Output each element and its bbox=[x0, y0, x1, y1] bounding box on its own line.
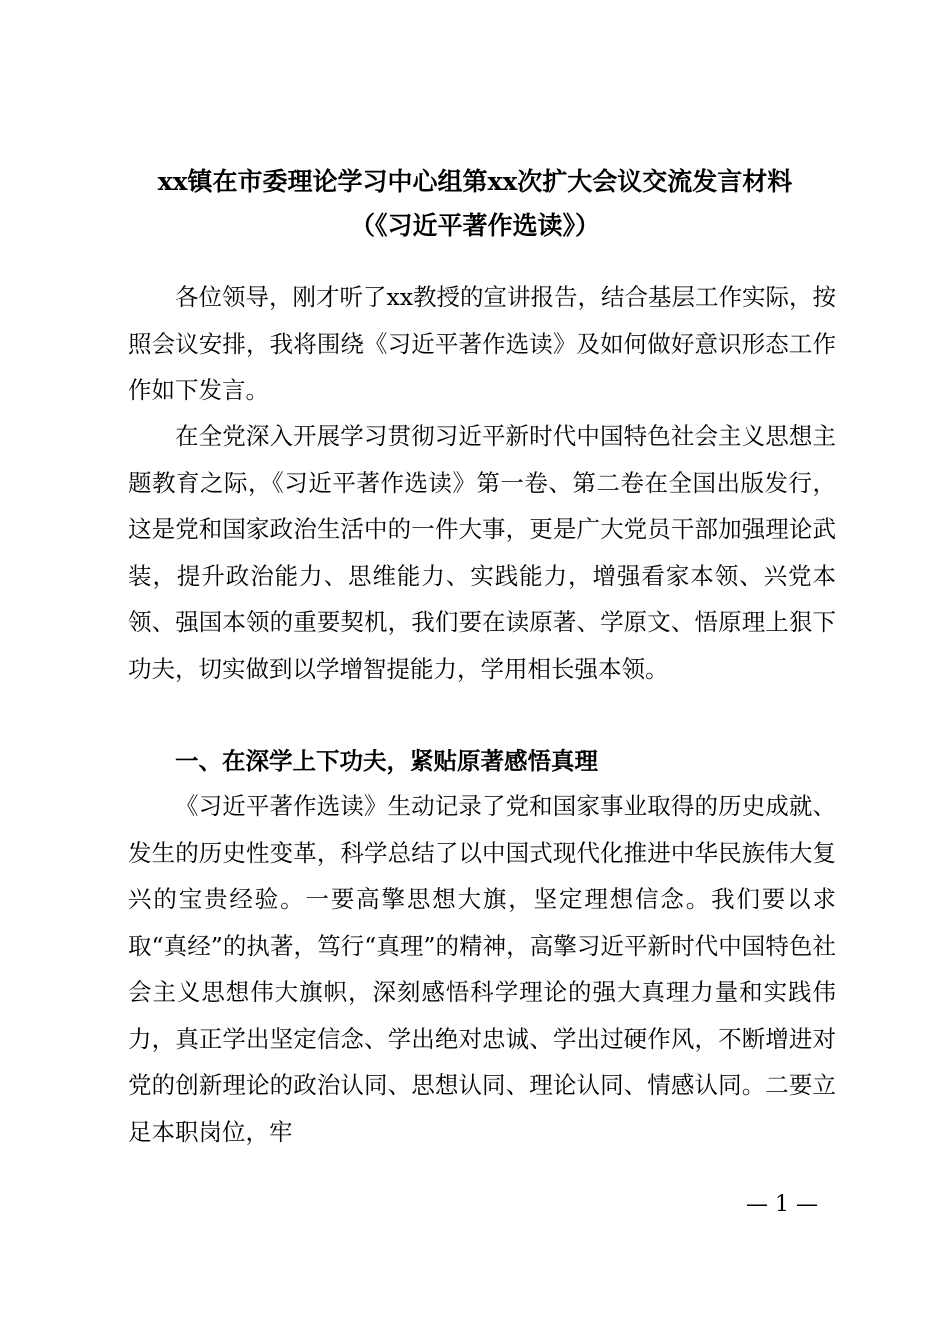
document-subtitle: （《习近平著作选读》） bbox=[349, 211, 600, 240]
paragraph-section-1: 《习近平著作选读》生动记录了党和国家事业取得的历史成就、发生的历史性变革，科学总结了以中国式现代化推进中华民族伟大复兴的宝贵经验。一要高擎思想大旗，坚定理想信念。我们要以求取“真经”的执著，笃行“真理”的精神，高擎习近平新时代中国特色社会主义思想伟大旗帜，深刻感悟科学理论的强大真理力量和实践伟力，真正学出坚定信念、学出绝对忠诚、学出过硬作风，不断增进对党的创新理论的政治认同、思想认同、理论认同、情感认同。二要立足本职岗位，牢 bbox=[128, 792, 836, 1146]
document-title: xx镇在市委理论学习中心组第xx次扩大会议交流发言材料 bbox=[157, 167, 793, 196]
paragraph-background: 在全党深入开展学习贯彻习近平新时代中国特色社会主义思想主题教育之际，《习近平著作选读》第一卷、第二卷在全国出版发行，这是党和国家政治生活中的一件大事，更是广大党员干部加强理论武装，提升政治能力、思维能力、实践能力，增强看家本领、兴党本领、强国本领的重要契机，我们要在读原著、学原文、悟原理上狠下功夫，切实做到以学增智提能力，学用相长强本领。 bbox=[128, 422, 836, 683]
paragraph-opening: 各位领导，刚才听了xx教授的宣讲报告，结合基层工作实际，按照会议安排，我将围绕《习近平著作选读》及如何做好意识形态工作作如下发言。 bbox=[128, 283, 837, 404]
page-number: — 1 — bbox=[746, 1192, 818, 1217]
section-heading-1: 一、在深学上下功夫，紧贴原著感悟真理 bbox=[175, 747, 598, 775]
